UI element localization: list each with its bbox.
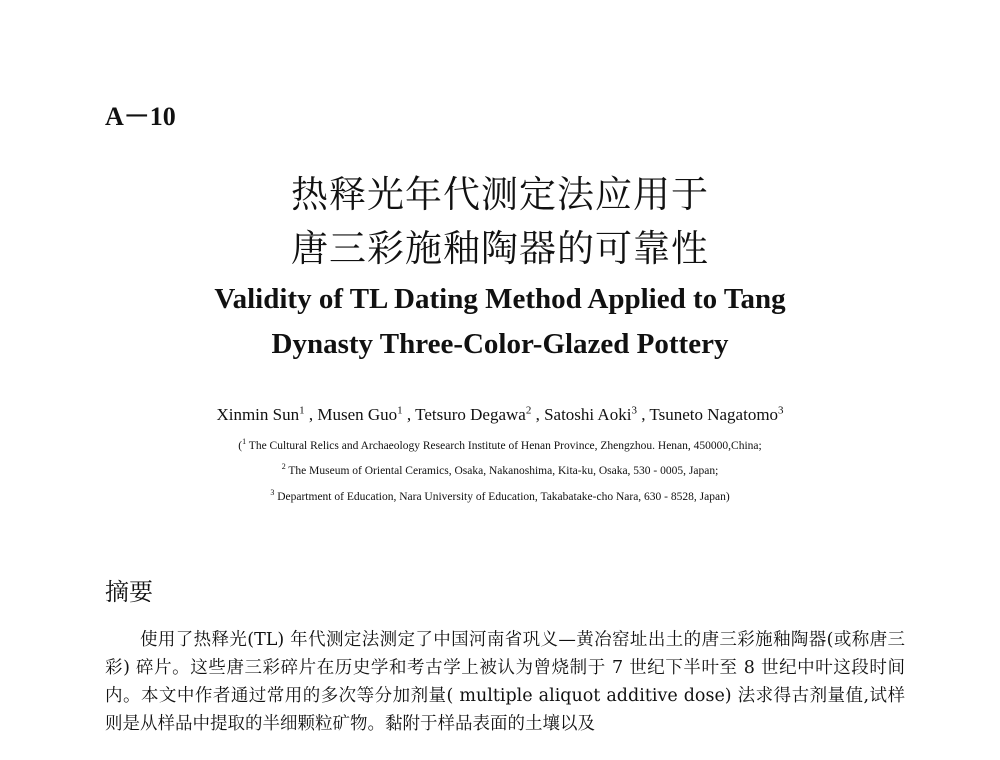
chinese-title-line-2: 唐三彩施釉陶器的可靠性 xyxy=(291,227,709,270)
author: Tetsuro Degawa$^2$ , xyxy=(415,404,545,424)
english-title-line-2: Dynasty Three-Color-Glazed Pottery xyxy=(271,328,729,360)
author: Xinmin Sun$^1$ , xyxy=(216,404,318,424)
english-title-line-1: Validity of TL Dating Method Applied to Tang xyxy=(214,283,786,315)
abstract-heading: 摘要 xyxy=(105,578,153,606)
affiliation-3: $^3$ Department of Education, Nara University of Education, Takabatake-cho Nara, 630 - 8528, Japan) xyxy=(270,488,730,503)
affiliation-1: ($^1$ The Cultural Relics and Archaeology Research Institute of Henan Province, Zhengzhou. Henan, 450000,China; xyxy=(238,437,762,452)
author-list xyxy=(0,404,1000,425)
author: Tsuneto Nagatomo$^3$ xyxy=(649,404,784,424)
author: Satoshi Aoki$^3$ , xyxy=(544,404,650,424)
affiliation-2: $^2$ The Museum of Oriental Ceramics, Osaka, Nakanoshima, Kita-ku, Osaka, 530 - 0005, Japan; xyxy=(281,462,719,477)
section-id: A－10 xyxy=(105,102,176,131)
author: Musen Guo$^1$ , xyxy=(317,404,416,424)
chinese-title-line-1: 热释光年代测定法应用于 xyxy=(291,173,709,216)
abstract-body: 使用了热释光(TL) 年代测定法测定了中国河南省巩义—黄冶窑址出土的唐三彩施釉陶器(或称唐三彩) 碎片。这些唐三彩碎片在历史学和考古学上被认为曾烧制于 7 世纪下半叶至 8 世纪中叶这段时间内。本文中作者通过常用的多次等分加剂量( multiple aliquot additive dose) 法求得古剂量值,试样则是从样品中提取的半细颗粒矿物。黏附于样品表面的土壤以及 xyxy=(105,630,905,734)
